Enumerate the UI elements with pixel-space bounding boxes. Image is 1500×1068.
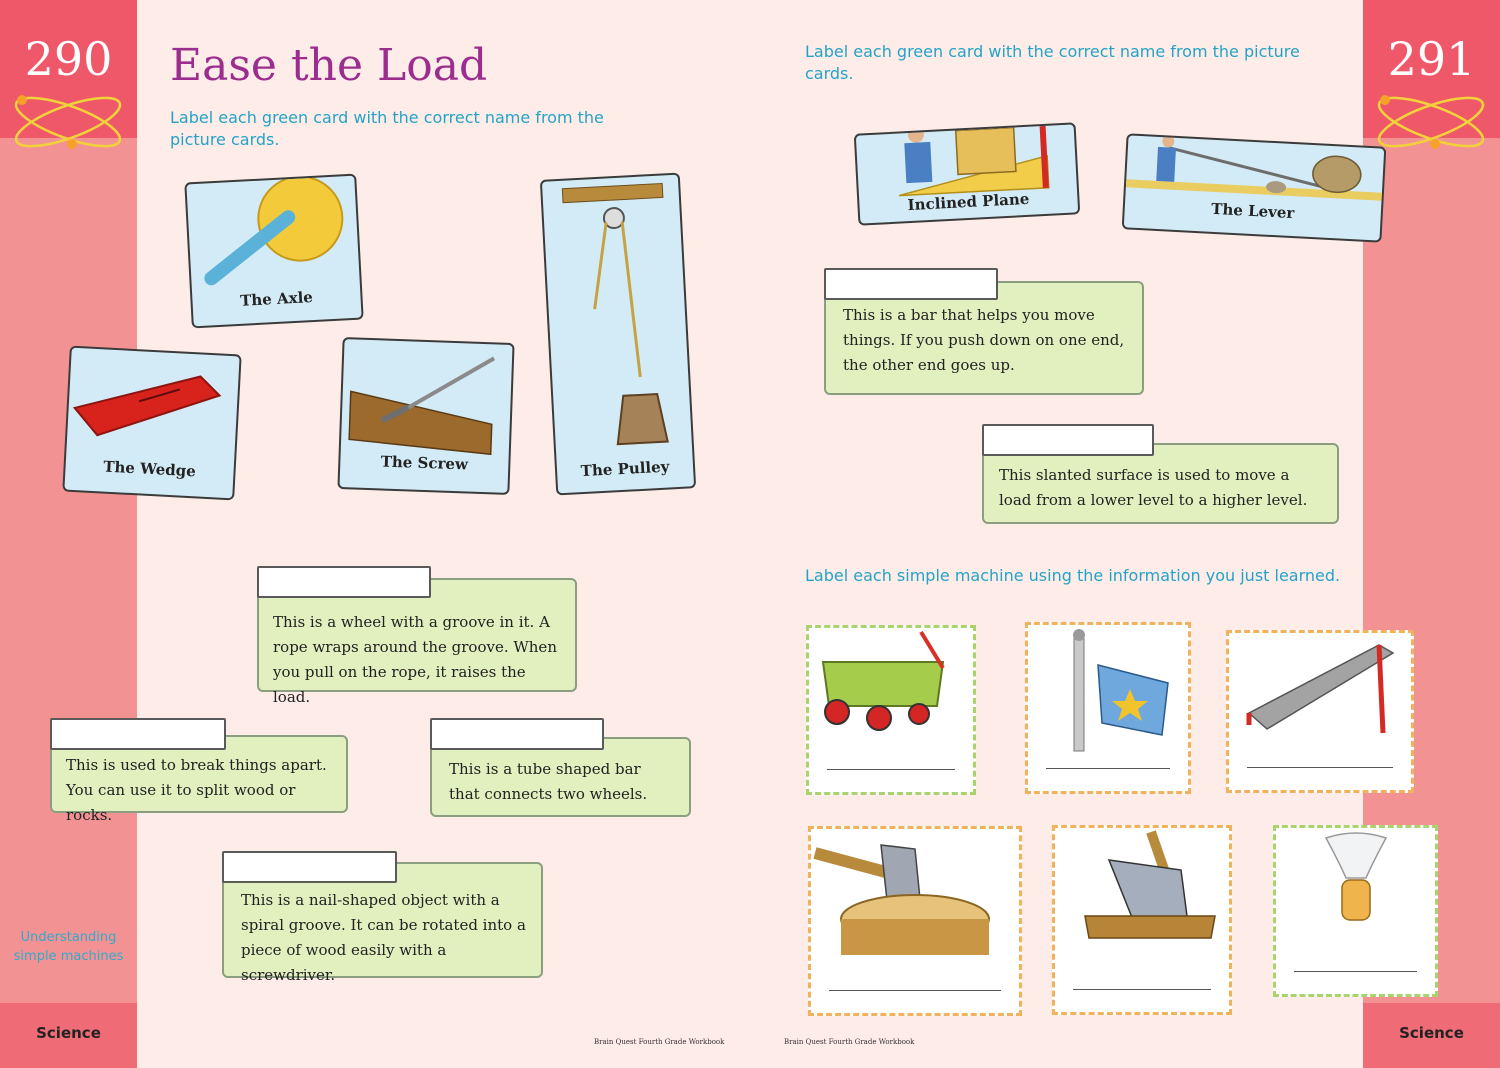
card-lever <box>1122 133 1387 242</box>
left-footer: Brain Quest Fourth Grade Workbook <box>594 1038 725 1046</box>
answer-line-wagon[interactable] <box>827 769 955 770</box>
machine-box-lightbulb <box>1273 825 1438 997</box>
atom-icon <box>8 82 128 162</box>
right-page-number: 291 <box>1387 32 1476 86</box>
left-section-label: Science <box>36 1024 101 1042</box>
desc-inclined-plane-text: This slanted surface is used to move a load from a lower level to a higher level. <box>999 466 1308 509</box>
wagon-icon <box>809 628 973 792</box>
hammer-claw-icon <box>1055 828 1229 1012</box>
answer-blank-axle[interactable] <box>430 718 604 750</box>
answer-blank-lever[interactable] <box>824 268 998 300</box>
left-instruction: Label each green card with the correct name from the picture cards. <box>170 108 604 149</box>
card-wedge-label: The Wedge <box>102 457 197 481</box>
answer-blank-wedge[interactable] <box>50 718 226 750</box>
card-axle <box>184 174 363 329</box>
answer-line-flagpole[interactable] <box>1046 768 1170 769</box>
desc-screw-text: This is a nail-shaped object with a spiral groove. It can be rotated into a piece of wood easily with a screwdriver. <box>241 891 526 984</box>
card-inclined-plane-label: Inclined Plane <box>907 189 1030 215</box>
answer-line-ramp[interactable] <box>1247 767 1393 768</box>
card-pulley-label: The Pulley <box>580 457 670 481</box>
flagpole-pulley-icon <box>1028 625 1188 791</box>
atom-icon <box>1371 82 1491 162</box>
answer-line-lightbulb[interactable] <box>1294 971 1417 972</box>
card-screw-label: The Screw <box>380 452 469 474</box>
answer-line-axe[interactable] <box>829 990 1001 991</box>
card-inclined-plane <box>854 122 1081 225</box>
desc-wedge-text: This is used to break things apart. You can use it to split wood or rocks. <box>66 756 327 824</box>
machine-box-ramp <box>1226 630 1414 793</box>
pulley-icon <box>542 174 696 495</box>
lever-icon <box>1124 135 1387 242</box>
card-screw <box>337 337 514 495</box>
answer-blank-inclined-plane[interactable] <box>982 424 1154 456</box>
machine-box-hammer <box>1052 825 1232 1015</box>
page-title: Ease the Load <box>170 40 488 91</box>
machine-box-flagpole <box>1025 622 1191 794</box>
axe-log-icon <box>811 829 1019 1013</box>
card-lever-label: The Lever <box>1210 199 1295 223</box>
right-instruction: Label each green card with the correct name from the picture cards. <box>805 42 1300 83</box>
desc-lever-text: This is a bar that helps you move things. If you push down on one end, the other end goes up. <box>843 306 1125 374</box>
right-section-label: Science <box>1399 1024 1464 1042</box>
desc-pulley-text: This is a wheel with a groove in it. A rope wraps around the groove. When you pull on the rope, it raises the load. <box>273 613 557 706</box>
answer-blank-screw[interactable] <box>222 851 397 883</box>
right-instruction-2: Label each simple machine using the information you just learned. <box>805 566 1341 585</box>
side-note: Understanding simple machines <box>13 930 124 964</box>
machine-box-axe <box>808 826 1022 1016</box>
answer-line-hammer[interactable] <box>1073 989 1211 990</box>
answer-blank-pulley[interactable] <box>257 566 431 598</box>
card-pulley <box>540 173 696 496</box>
card-wedge <box>62 346 241 501</box>
desc-axle-text: This is a tube shaped bar that connects two wheels. <box>449 760 648 803</box>
lightbulb-screw-icon <box>1276 828 1435 994</box>
left-page-number: 290 <box>24 32 113 86</box>
left-side-band <box>0 0 137 1068</box>
machine-box-wagon <box>806 625 976 795</box>
right-footer: Brain Quest Fourth Grade Workbook <box>784 1038 915 1046</box>
card-axle-label: The Axle <box>239 288 314 310</box>
